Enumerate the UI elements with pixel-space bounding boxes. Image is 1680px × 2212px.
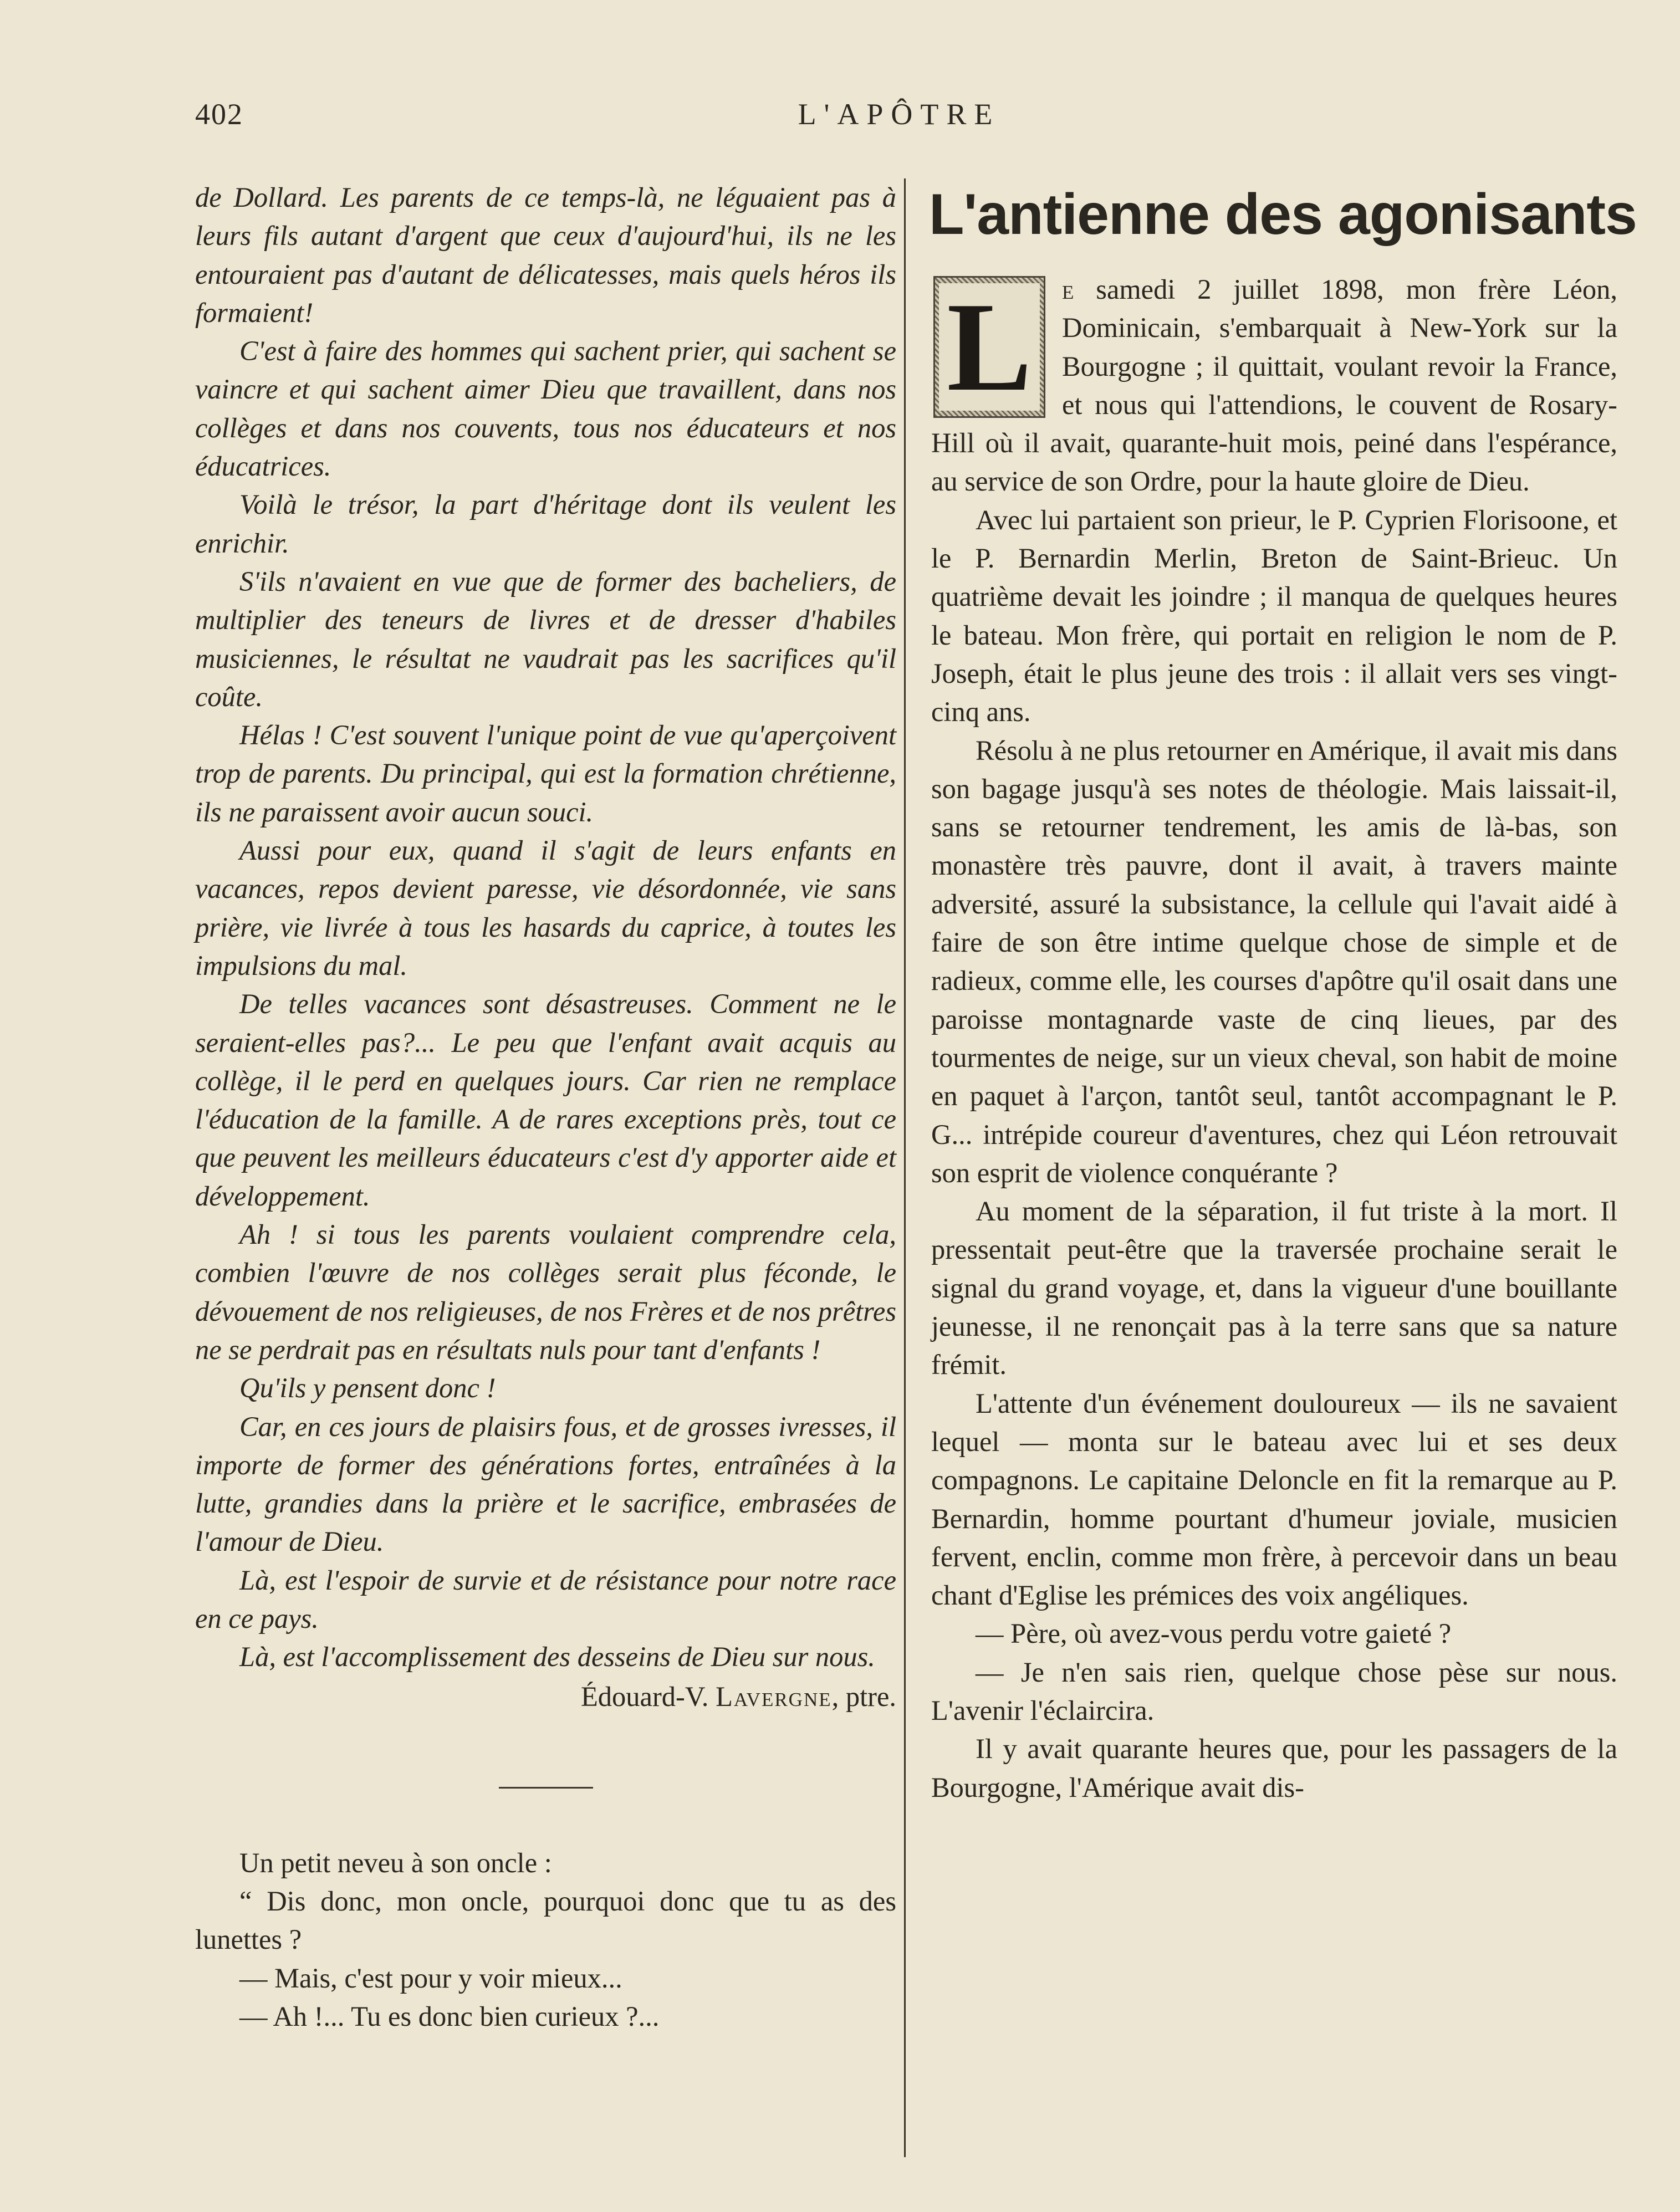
signature-suffix: , ptre. (831, 1680, 896, 1712)
page-number: 402 (195, 98, 243, 131)
paragraph: S'ils n'avaient en vue que de former des bacheliers, de multiplier des teneurs de livres et de dresser d'habiles musiciennes, le résultat ne vaudrait pas les sacrifices qu'il coûte. (195, 565, 896, 712)
paragraph: Voilà le trésor, la part d'héritage dont ils veulent les enrichir. (195, 489, 896, 559)
running-head: L'APÔTRE (798, 98, 1000, 131)
anecdote-line: — Ah !... Tu es donc bien curieux ?... (239, 2001, 660, 2032)
paragraph: Car, en ces jours de plaisirs fous, et de grosses ivresses, il importe de former des générations fortes, entraînées à la lutte, grandies dans la prière et le sacrifice, embrasées de l'amour de Dieu. (195, 1411, 896, 1557)
paragraph: Il y avait quarante heures que, pour les passagers de la Bourgogne, l'Amérique avait dis- (931, 1733, 1617, 1803)
paragraph: Avec lui partaient son prieur, le P. Cyprien Florisoone, et le P. Bernardin Merlin, Breton de Saint-Brieuc. Un quatrième devait les joindre ; il manqua de quelques heures le bateau. Mon frère, qui portait en religion le nom de P. Joseph, était le plus jeune des trois : il allait vers ses vingt-cinq ans. (931, 504, 1617, 728)
dialogue-line: — Père, où avez-vous perdu votre gaieté ? (976, 1618, 1452, 1649)
ornamental-dropcap (933, 276, 1045, 418)
author-signature (195, 1678, 896, 1716)
paragraph: C'est à faire des hommes qui sachent prier, qui sachent se vaincre et qui sachent aimer Dieu que travaillent, dans nos collèges et dans nos couvents, tous nos éducateurs et nos éducatrices. (195, 335, 896, 482)
signature-surname: Lavergne (716, 1680, 832, 1712)
anecdote-line: “ Dis donc, mon oncle, pourquoi donc que tu as des lunettes ? (195, 1886, 896, 1955)
paragraph: Résolu à ne plus retourner en Amérique, il avait mis dans son bagage jusqu'à ses notes de théologie. Mais laissait-il, sans se retourner tendrement, les amis de là-bas, son monastère très pauvre, dont il avait, à travers mainte adversité, assuré la subsistance, la cellule qui l'avait aidé à faire de son être intime quelque chose de simple et de radieux, comme elle, les courses d'apôtre qu'il osait dans une paroisse montagnarde vaste de cinq lieues, par des tourmentes de neige, sur un vieux cheval, son habit de moine en paquet à l'arçon, tantôt seul, tantôt accompagnant le P. G... intrépide coureur d'aventures, chez qui Léon retrouvait son esprit de violence conquérante ? (931, 734, 1617, 1188)
paragraph: De telles vacances sont désastreuses. Comment ne le seraient-elles pas?... Le peu que l'enfant avait acquis au collège, il le perd en quelques jours. Car rien ne remplace l'éducation de la famille. A de rares exceptions près, tout ce que peuvent les meilleurs éducateurs c'est d'y apporter aide et développement. (195, 988, 896, 1212)
anecdote-line: — Mais, c'est pour y voir mieux... (239, 1962, 622, 1994)
dropcap-letter: L (939, 283, 1039, 411)
page-header (195, 97, 1603, 147)
paragraph: Ah ! si tous les parents voulaient comprendre cela, combien l'œuvre de nos collèges serait plus féconde, le dévouement de nos religieuses, de nos Frères et de nos prêtres ne se perdrait pas en résultats nuls pour tant d'enfants ! (195, 1219, 896, 1365)
first-paragraph-text: samedi 2 juillet 1898, mon frère Léon, Dominicain, s'embarquait à New-York sur la Bourgogne ; il quittait, voulant revoir la France, et nous qui l'attendions, le couvent de Rosary-Hill où il avait, quarante-huit mois, peiné dans l'espérance, au service de son Ordre, pour la haute gloire de Dieu. (931, 274, 1617, 497)
section-divider (499, 1787, 593, 1789)
left-column (195, 178, 896, 2036)
paragraph: Qu'ils y pensent donc ! (239, 1372, 496, 1404)
paragraph: Là, est l'espoir de survie et de résistance pour notre race en ce pays. (195, 1564, 896, 1634)
first-word-rest: e (1062, 274, 1074, 305)
signature-name: Édouard-V. (580, 1680, 716, 1712)
paragraph: Là, est l'accomplissement des desseins de Dieu sur nous. (239, 1641, 875, 1673)
opening-paragraph (931, 270, 1617, 501)
paragraph: Hélas ! C'est souvent l'unique point de vue qu'aperçoivent trop de parents. Du principal, qui est la formation chrétienne, ils ne paraissent avoir aucun souci. (195, 719, 896, 827)
paragraph: Aussi pour eux, quand il s'agit de leurs enfants en vacances, repos devient paresse, vie désordonnée, vie sans prière, vie livrée à tous les hasards du caprice, à toutes les impulsions du mal. (195, 835, 896, 981)
right-column (929, 178, 1637, 1807)
anecdote (195, 1844, 896, 2036)
paragraph: Au moment de la séparation, il fut triste à la mort. Il pressentait peut-être que la traversée prochaine serait le signal du grand voyage, et, dans la vigueur d'une bouillante jeunesse, il ne renonçait pas à la terre sans que sa nature frémit. (931, 1196, 1617, 1381)
dialogue-line: — Je n'en sais rien, quelque chose pèse sur nous. L'avenir l'éclaircira. (931, 1656, 1617, 1726)
column-divider (904, 178, 906, 2157)
article-title: L'antienne des agonisants (929, 182, 1637, 247)
paragraph: L'attente d'un événement douloureux — ils ne savaient lequel — monta sur le bateau avec lui et ses deux compagnons. Le capitaine Deloncle en fit la remarque au P. Bernardin, homme pourtant d'humeur joviale, musicien fervent, enclin, comme mon frère, à percevoir dans un beau chant d'Eglise les prémices des voix angéliques. (931, 1387, 1617, 1611)
anecdote-line: Un petit neveu à son oncle : (239, 1847, 552, 1878)
paragraph: de Dollard. Les parents de ce temps-là, ne léguaient pas à leurs fils autant d'argent que ceux d'aujourd'hui, ils ne les entouraient pas d'autant de délicatesses, mais quels héros ils formaient! (195, 182, 896, 328)
